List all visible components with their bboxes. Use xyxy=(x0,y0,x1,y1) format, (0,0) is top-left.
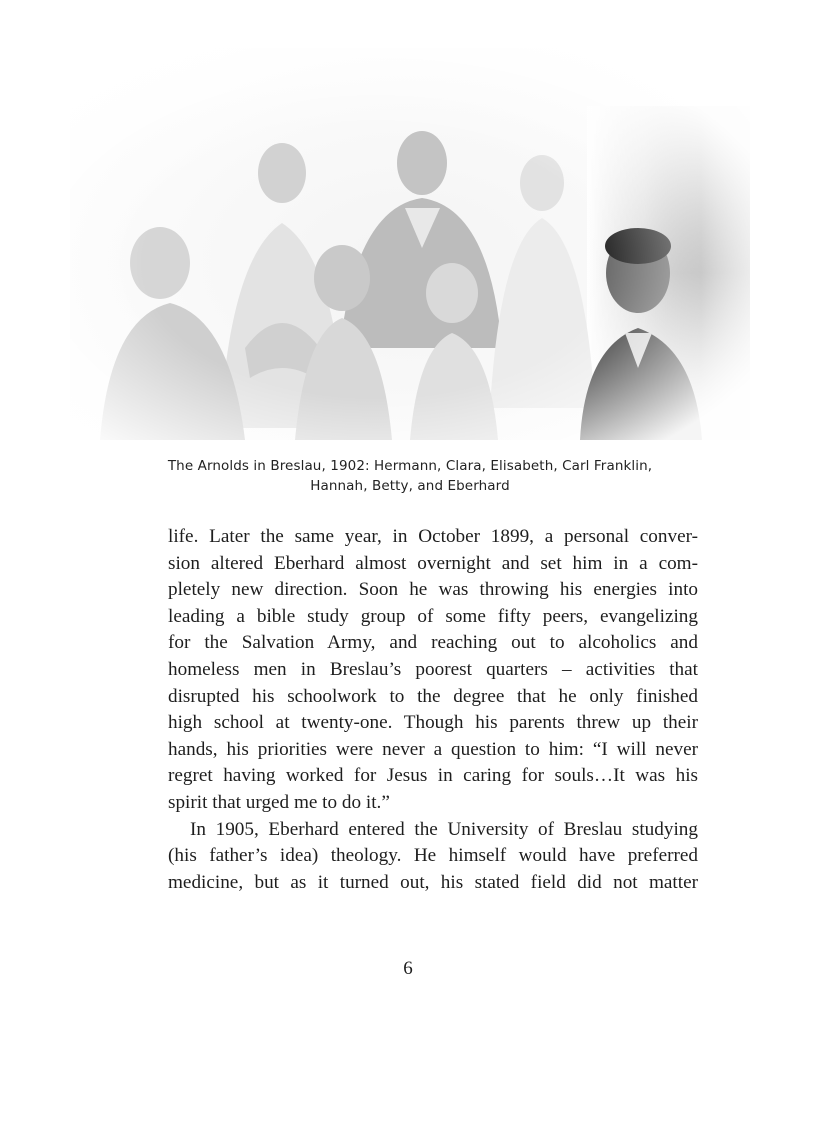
text-line: homeless men in Breslau’s poorest quarters – activities that xyxy=(168,658,698,680)
text-line: leading a bible study group of some fifty peers, evangelizing xyxy=(168,605,698,627)
caption-line: Hannah, Betty, and Eberhard xyxy=(310,478,510,494)
page-number: 6 xyxy=(403,958,413,979)
text-line: for the Salvation Army, and reaching out to alcoholics and xyxy=(168,632,698,654)
text-line: (his father’s idea) theology. He himself would have preferred xyxy=(168,845,698,867)
text-line: regret having worked for Jesus in caring for souls…It was his xyxy=(168,765,698,787)
text-line: medicine, but as it turned out, his stated field did not matter xyxy=(168,871,698,893)
body-paragraphs xyxy=(168,524,698,896)
family-portrait-photo xyxy=(70,48,750,440)
text-line: sion altered Eberhard almost overnight and set him in a com- xyxy=(168,552,698,574)
photo-illustration xyxy=(70,48,750,440)
text-line: high school at twenty-one. Though his parents threw up their xyxy=(168,712,698,734)
photo-caption xyxy=(120,456,700,496)
text-line: pletely new direction. Soon he was throwing his energies into xyxy=(168,579,698,601)
text-line: hands, his priorities were never a question to him: “I will never xyxy=(168,738,698,760)
text-line: spirit that urged me to do it.” xyxy=(168,791,390,813)
text-line: life. Later the same year, in October 1899, a personal conver- xyxy=(168,526,698,547)
text-line: disrupted his schoolwork to the degree that he only finished xyxy=(168,685,698,707)
text-line: In 1905, Eberhard entered the University of Breslau studying xyxy=(190,818,698,840)
caption-line: The Arnolds in Breslau, 1902: Hermann, Clara, Elisabeth, Carl Franklin, xyxy=(167,458,653,474)
